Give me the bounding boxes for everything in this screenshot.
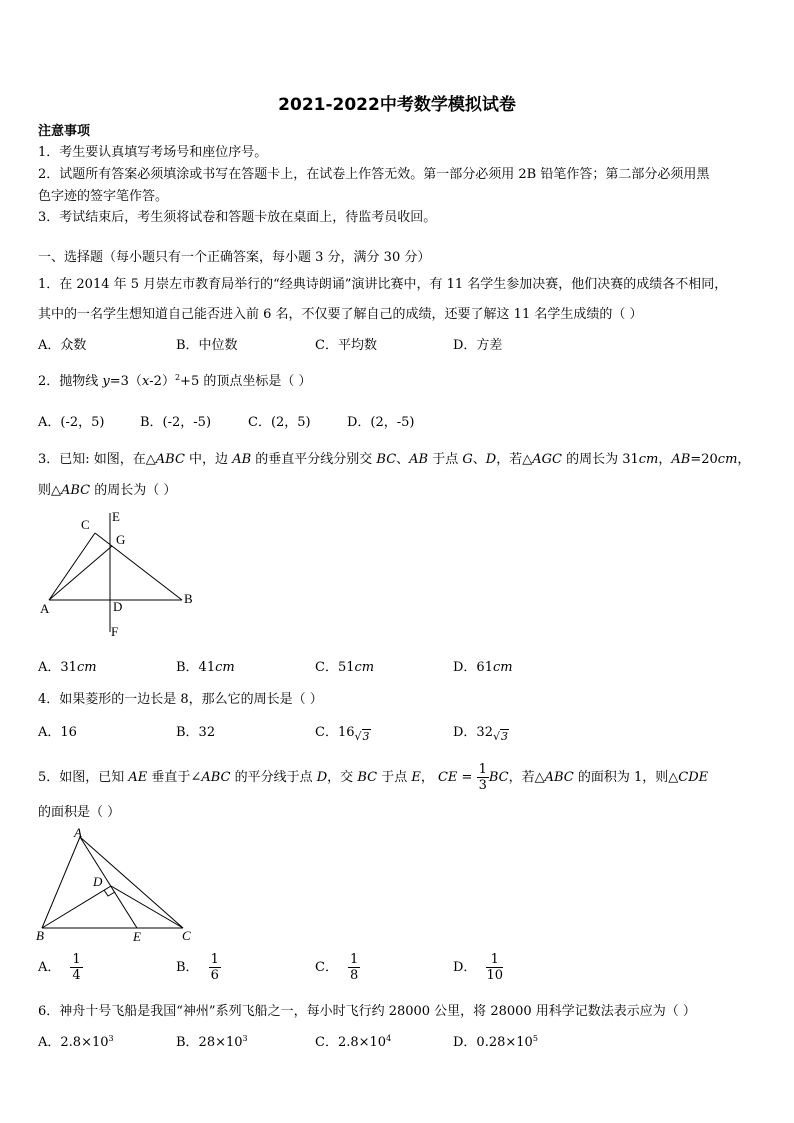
segment-bd xyxy=(42,886,111,928)
label-c: C xyxy=(81,517,90,532)
segment-ab xyxy=(42,837,80,928)
notes-item: 1．考生要认真填写考场号和座位序号。 xyxy=(38,145,268,160)
q5-option-c: C． $\frac{1}{8}$ xyxy=(315,952,359,983)
q2-stem: 2．抛物线 $y=3(x-2)^2+5$ 的顶点坐标是（ ） xyxy=(38,373,312,389)
q2-option-c: C．(2，5) xyxy=(248,415,311,430)
q2-option-b: B．(-2，-5) xyxy=(140,415,212,430)
q1-option-c: C．平均数 xyxy=(315,338,377,353)
q2-option-d: D．(2，-5) xyxy=(347,415,415,430)
q5-option-b: B． $\frac{1}{6}$ xyxy=(176,952,219,983)
segment-ae xyxy=(80,837,137,928)
label-e: E xyxy=(112,509,120,524)
notes-heading: 注意事项 xyxy=(38,124,91,139)
q6-option-d: D．$0.28\times 10^5$ xyxy=(453,1034,538,1050)
label-b: B xyxy=(36,928,44,943)
q3-option-b: B．41cm xyxy=(176,660,235,675)
q4-option-a: A．16 xyxy=(38,725,77,740)
q5-stem-line2: 的面积是（ ） xyxy=(38,805,121,820)
q3-stem-line2: 则△ABC 的周长为（ ） xyxy=(38,483,177,498)
label-b: B xyxy=(184,591,193,606)
label-a: A xyxy=(40,601,50,616)
label-e: E xyxy=(133,929,141,944)
q5-option-a: A． $\frac{1}{4}$ xyxy=(38,952,81,983)
q3-option-c: C．51cm xyxy=(315,660,375,675)
q6-stem: 6．神舟十号飞船是我国“神州”系列飞船之一，每小时飞行约 28000 公里，将 28000 用科学记数法表示应为（ ） xyxy=(38,1004,696,1019)
q1-stem-line1: 1．在 2014 年 5 月崇左市教育局举行的“经典诗朗诵”演讲比赛中，有 11 名学生参加决赛，他们决赛的成绩各不相同， xyxy=(38,277,728,292)
notes-item: 2．试题所有答案必须填涂或书写在答题卡上，在试卷上作答无效。第一部分必须用 2B 铅笔作答；第二部分必须用黑 xyxy=(38,167,710,182)
q3-option-d: D．61cm xyxy=(453,660,513,675)
notes-item: 色字迹的签字笔作答。 xyxy=(38,189,169,204)
notes-item: 3．考试结束后，考生须将试卷和答题卡放在桌面上，待监考员收回。 xyxy=(38,210,437,225)
label-g: G xyxy=(116,532,126,547)
label-c: C xyxy=(182,928,191,943)
q5-stem-line1: 5．如图，已知 AE 垂直于∠ABC 的平分线于点 D，交 BC 于点 E， CE = $\frac{1}{3}$ BC，若△ABC 的面积为 1，则△CDE xyxy=(38,762,709,793)
segment-dc xyxy=(111,886,183,928)
q6-option-c: C．$2.8\times 10^4$ xyxy=(315,1034,392,1050)
segment-cb xyxy=(95,533,182,600)
label-d: D xyxy=(113,599,123,614)
q4-option-c: C．16√3 xyxy=(315,725,370,743)
section-heading: 一、选择题（每小题只有一个正确答案，每小题 3 分，满分 30 分） xyxy=(38,250,431,265)
label-f: F xyxy=(111,624,119,639)
page-title: 2021-2022中考数学模拟试卷 xyxy=(278,95,516,115)
q1-option-a: A．众数 xyxy=(38,338,87,353)
q1-option-b: B．中位数 xyxy=(176,338,238,353)
q3-option-a: A．31cm xyxy=(38,660,97,675)
label-d: D xyxy=(93,874,103,889)
q3-figure xyxy=(30,505,210,645)
q1-stem-line2: 其中的一名学生想知道自己能否进入前 6 名，不仅要了解自己的成绩，还要了解这 11 名学生成绩的（ ） xyxy=(38,307,643,322)
label-a: A xyxy=(74,825,82,840)
q1-option-d: D．方差 xyxy=(453,338,503,353)
q6-option-b: B．$28\times 10^3$ xyxy=(176,1034,248,1050)
q6-option-a: A．$2.8\times 10^3$ xyxy=(38,1034,114,1050)
q5-option-d: D． $\frac{1}{10}$ xyxy=(453,952,503,983)
q4-option-d: D．32√3 xyxy=(453,725,508,743)
q3-stem-line1: 3．已知: 如图，在△ABC 中，边 AB 的垂直平分线分别交 BC、AB 于点 G、D，若△AGC 的周长为 31cm，AB=20cm， xyxy=(38,452,751,467)
q5-figure xyxy=(30,825,210,947)
q4-option-b: B．32 xyxy=(176,725,216,740)
q2-option-a: A．(-2，5) xyxy=(38,415,105,430)
q4-stem: 4．如果菱形的一边长是 8，那么它的周长是（ ） xyxy=(38,692,323,707)
